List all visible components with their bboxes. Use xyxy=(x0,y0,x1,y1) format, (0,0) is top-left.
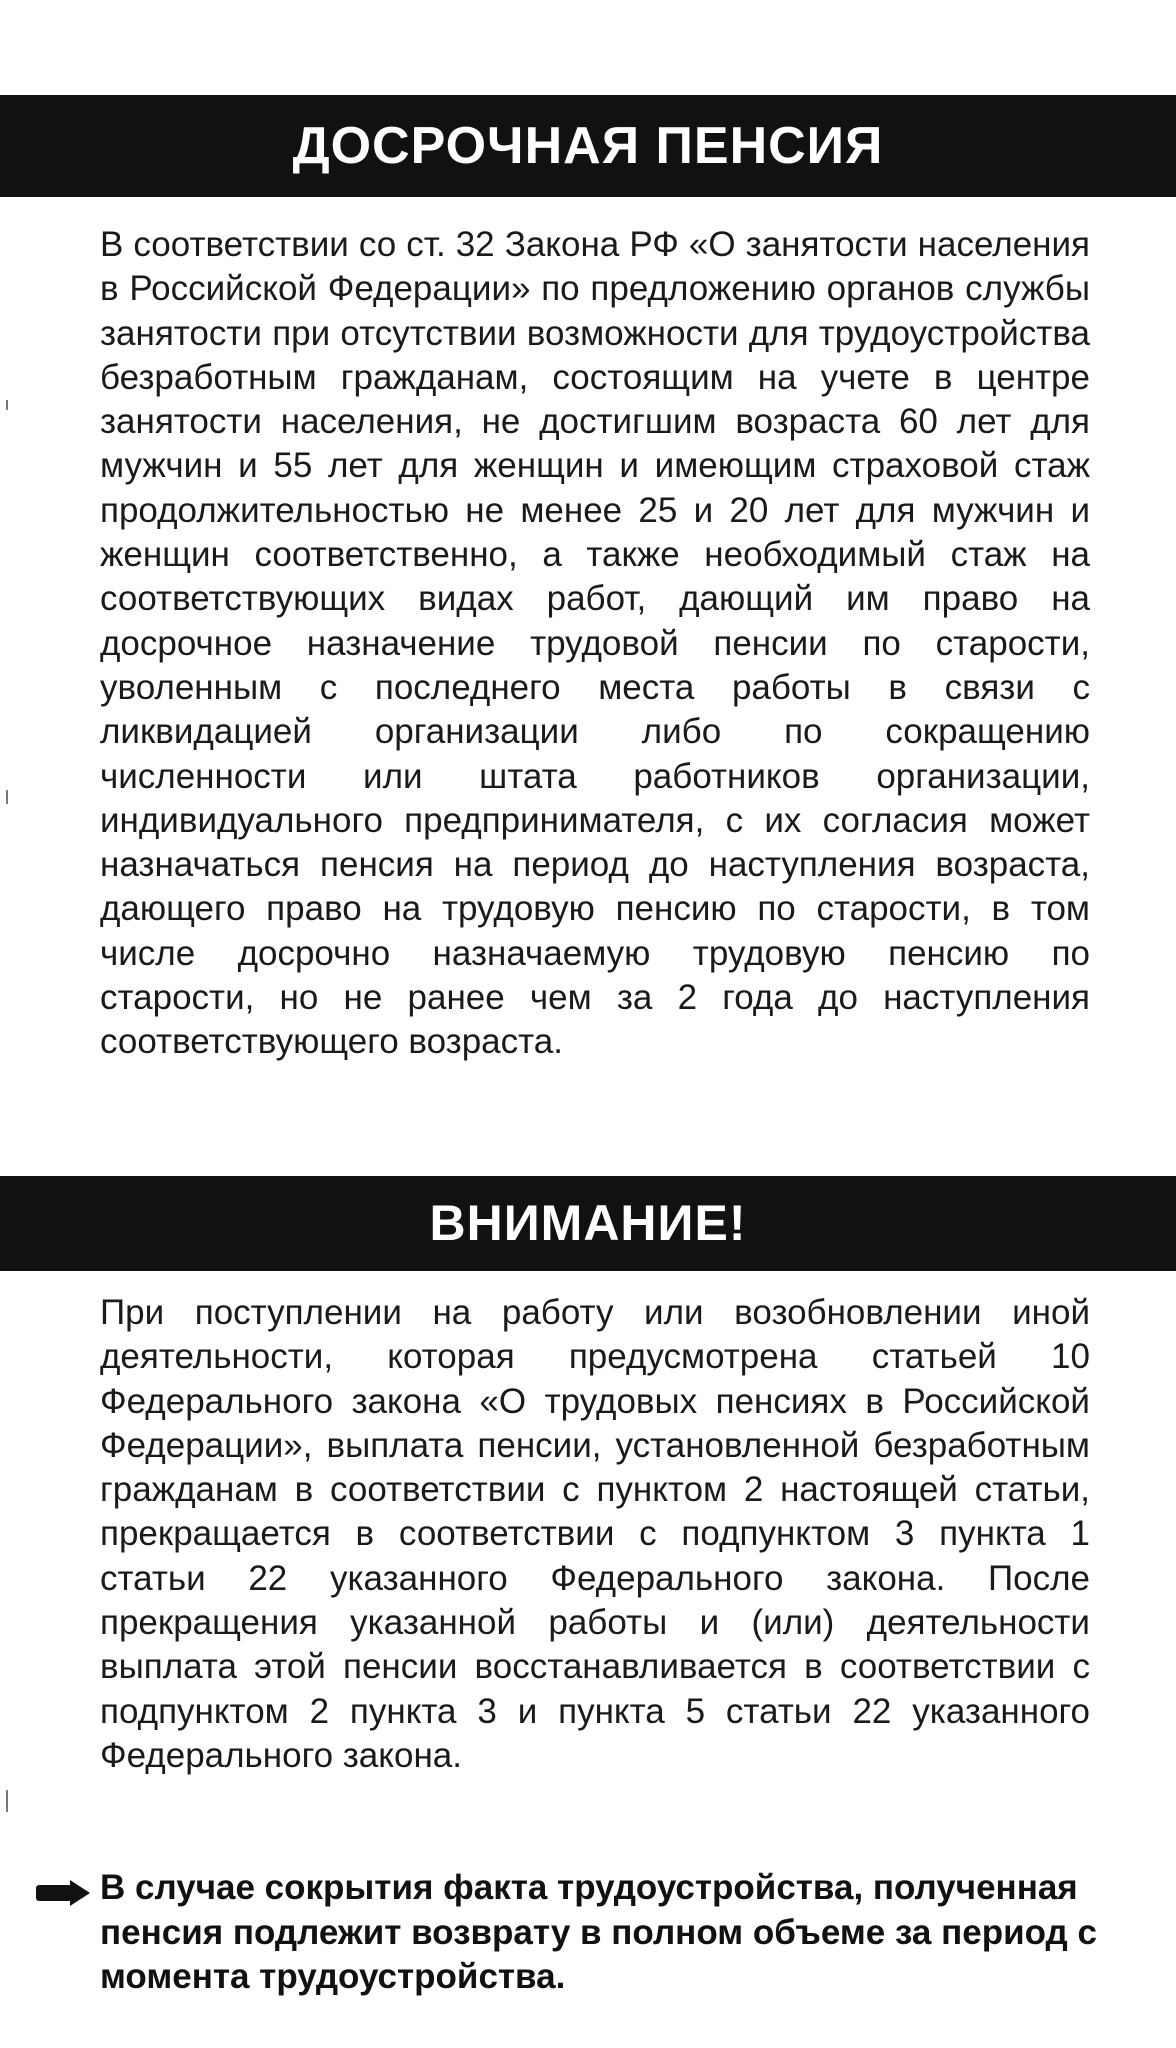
arrow-right-icon xyxy=(36,1880,90,1906)
early-pension-heading: ДОСРОЧНАЯ ПЕНСИЯ xyxy=(0,95,1176,197)
early-pension-text: В соответствии со ст. 32 Закона РФ «О занятости населения в Российской Федерации» по предложению органов службы занятости при отсутствии возможности для трудоустройства безработным гражданам, состоящим на учете в центре занятости населения, не достигшим возраста 60 лет для мужчин и 55 лет для женщин и имеющим страховой стаж продолжительностью не менее 25 и 20 лет для мужчин и женщин соответственно, а также необходимый стаж на соответствующих видах работ, дающий им право на досрочное назначение трудовой пенсии по старости, уволенным с последнего места работы в связи с ликвидацией организации либо по сокращению численности или штата работников организации, индивидуального предпринимателя, с их согласия может назначаться пенсия на период до наступления возраста, дающего право на трудовую пенсию по старости, в том числе досрочно назначаемую трудовую пенсию по старости, но не ранее чем за 2 года до наступления соответствующего возраста. xyxy=(100,225,1090,1062)
attention-heading: ВНИМАНИЕ! xyxy=(0,1176,1176,1271)
warning-text: В случае сокрытия факта трудоустройства, полученная пенсия подлежит возврату в полном объеме за период с момента трудоустройства. xyxy=(100,1868,1097,1996)
scan-edge-mark xyxy=(6,790,8,804)
attention-text: При поступлении на работу или возобновлении иной деятельности, которая предусмотрена статьей 10 Федерального закона «О трудовых пенсиях в Российской Федерации», выплата пенсии, установленной безработным гражданам в соответствии с пунктом 2 настоящей статьи, прекращается в соответствии с подпунктом 3 пункта 1 статьи 22 указанного Федерального закона. После прекращения указанной работы и (или) деятельности выплата этой пенсии восстанавливается в соответствии с подпунктом 2 пункта 3 и пункта 5 статьи 22 указанного Федерального закона. xyxy=(100,1293,1090,1775)
scan-edge-mark xyxy=(6,400,8,410)
scan-edge-mark xyxy=(6,1790,8,1812)
